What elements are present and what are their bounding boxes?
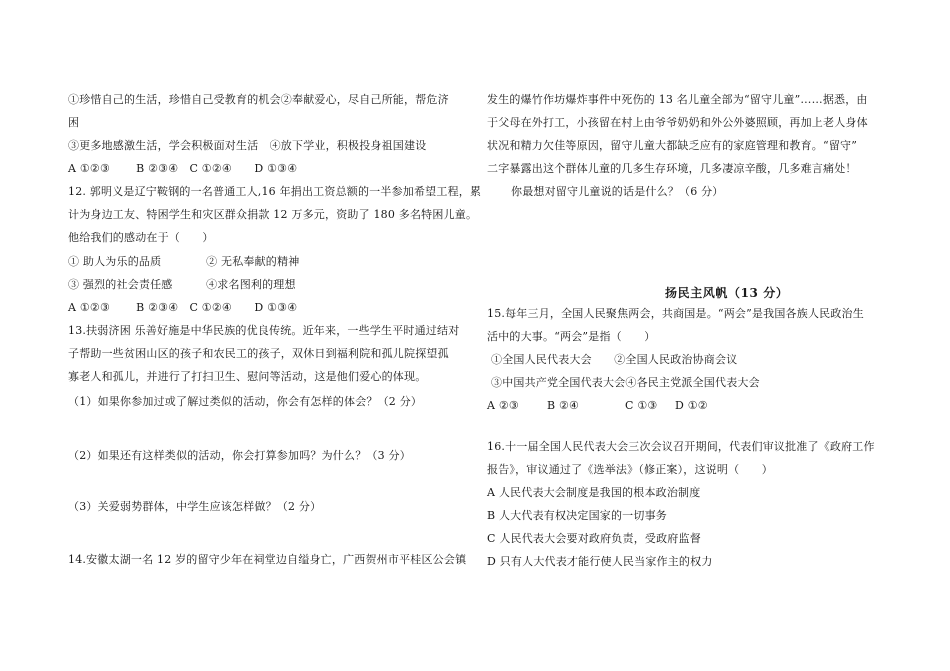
q12-stem-line-3: 他给我们的感动在于（ ） (68, 231, 214, 244)
section-title: 扬民主风帆（13 分） (665, 286, 789, 300)
q14-question: 你最想对留守儿童说的话是什么？（6 分） (511, 185, 724, 198)
q14-stem-line-3: 于父母在外打工，小孩留在村上由爷爷奶奶和外公外婆照顾，再加上老人身体 (487, 116, 868, 129)
q13-stem-line-3: 寡老人和孤儿，并进行了打扫卫生、慰问等活动，这是他们爱心的体现。 (68, 370, 427, 383)
q16-option-d: D 只有人大代表才能行使人民当家作主的权力 (487, 555, 713, 568)
q13-sub-3: （3）关爱弱势群体，中学生应该怎样做？（2 分） (68, 500, 322, 513)
q13-sub-1: （1）如果你参加过或了解过类似的活动，你会有怎样的体会？（2 分） (68, 395, 423, 408)
q13-stem-line-2: 子帮助一些贫困山区的孩子和农民工的孩子，双休日到福利院和孤儿院探望孤 (68, 347, 449, 360)
q12-options-line-2: ③ 强烈的社会责任感 ④求名图利的理想 (68, 278, 296, 291)
q12-answers: A ①②③ B ②③④ C ①②④ D ①③④ (68, 301, 298, 314)
q15-stem-line-2: 活中的大事。“两会”是指（ ） (487, 330, 656, 343)
q11-option-line-2: ③更多地感激生活，学会积极面对生活 ④放下学业，积极投身祖国建设 (68, 139, 427, 152)
q15-options-line-1: ①全国人民代表大会 ②全国人民政治协商会议 (491, 353, 738, 366)
q16-option-a: A 人民代表大会制度是我国的根本政治制度 (487, 486, 701, 499)
q15-answer-c: C ①③ (625, 399, 658, 412)
q16-stem-line-2: 报告》，审议通过了《选举法》（修正案），这说明（ ） (487, 463, 773, 476)
q12-stem-line-2: 计为身边工友、特困学生和灾区群众捐款 12 万多元，资助了 180 多名特困儿童。 (68, 208, 478, 221)
q11-answers: A ①②③ B ②③④ C ①②④ D ①③④ (68, 162, 298, 175)
q15-stem-line-1: 15.每年三月，全国人民聚焦两会，共商国是。“两会”是我国各族人民政治生 (487, 307, 864, 320)
q15-answer-d: D ①② (675, 399, 708, 412)
q12-stem-line-1: 12. 郭明义是辽宁鞍钢的一名普通工人,16 年捐出工资总额的一半参加希望工程，累 (68, 185, 482, 198)
q16-option-c: C 人民代表大会要对政府负责，受政府监督 (487, 532, 701, 545)
q16-option-b: B 人大代表有权决定国家的一切事务 (487, 509, 667, 522)
q11-option-line-1-cont: 困 (68, 116, 80, 129)
q11-option-line-1: ①珍惜自己的生活，珍惜自己受教育的机会②奉献爱心，尽自己所能，帮危济 (68, 93, 449, 106)
q12-options-line-1: ① 助人为乐的品质 ② 无私奉献的精神 (68, 255, 300, 268)
q15-answer-b: B ②④ (547, 399, 580, 412)
q14-stem-line-5: 二字暴露出这个群体儿童的几多生存环境，几多凄凉辛酸，几多难言痛处！ (487, 162, 857, 175)
q14-stem-line-1: 14.安徽太湖一名 12 岁的留守少年在祠堂边自缢身亡，广西贺州市平桂区公会镇 (68, 553, 467, 566)
q14-stem-line-2: 发生的爆竹作坊爆炸事件中死伤的 13 名儿童全部为“留守儿童”……据悉，由 (487, 93, 868, 106)
q16-stem-line-1: 16.十一届全国人民代表大会三次会议召开期间，代表们审议批准了《政府工作 (487, 440, 875, 453)
q14-stem-line-4: 状况和精力欠佳等原因，留守儿童大都缺乏应有的家庭管理和教育。“留守” (487, 139, 858, 152)
q15-answers (487, 399, 807, 413)
q15-answer-a: A ②③ (487, 399, 519, 412)
q13-stem-line-1: 13.扶弱济困 乐善好施是中华民族的优良传统。近年来，一些学生平时通过结对 (68, 324, 460, 337)
q13-sub-2: （2）如果还有这样类似的活动，你会打算参加吗？为什么？（3 分） (68, 449, 411, 462)
q15-options-line-2: ③中国共产党全国代表大会④各民主党派全国代表大会 (491, 376, 760, 389)
